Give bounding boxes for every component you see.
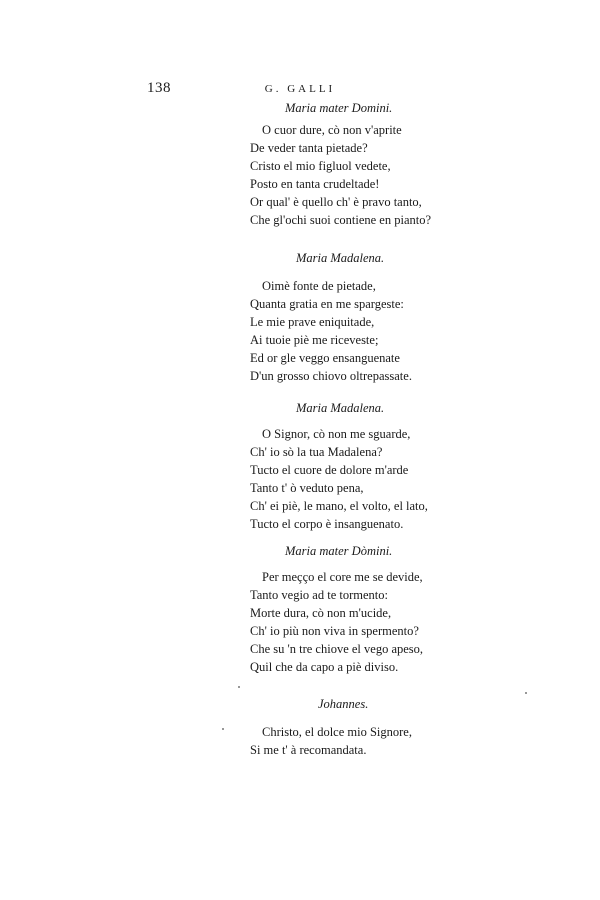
verse-line: O cuor dure, cò non v'aprite <box>262 123 402 137</box>
verse-line: Quanta gratia en me spargeste: <box>250 297 404 311</box>
ink-speck <box>238 686 240 688</box>
verse-line: Ch' ei piè, le mano, el volto, el lato, <box>250 499 428 513</box>
verse-line: Tanto vegio ad te tormento: <box>250 588 388 602</box>
verse-line: Quil che da capo a piè diviso. <box>250 660 399 674</box>
verse-line: Christo, el dolce mio Signore, <box>262 725 412 739</box>
verse-line: Che gl'ochi suoi contiene en pianto? <box>250 213 432 227</box>
ink-speck <box>222 728 224 730</box>
verse-line: Or qual' è quello ch' è pravo tanto, <box>250 195 422 209</box>
verse-line: Ch' io sò la tua Madalena? <box>250 445 383 459</box>
verse-line: De veder tanta pietade? <box>250 141 368 155</box>
verse-line: Tanto t' ò veduto pena, <box>250 481 364 495</box>
verse-line: Posto en tanta crudeltade! <box>250 177 380 191</box>
verse-line: Ch' io più non viva in spermento? <box>250 624 419 638</box>
verse-line: D'un grosso chiovo oltrepassate. <box>250 369 412 383</box>
verse-line: Cristo el mio figluol vedete, <box>250 159 391 173</box>
verse-line: O Signor, cò non me sguarde, <box>262 427 411 441</box>
speaker-heading: Johannes. <box>318 697 369 711</box>
speaker-heading: Maria Madalena. <box>296 251 385 265</box>
verse-line: Che su 'n tre chiove el vego apeso, <box>250 642 424 656</box>
speaker-heading: Maria mater Domini. <box>285 101 393 115</box>
verse-line: Ai tuoie piè me riceveste; <box>250 333 379 347</box>
verse-line: Tucto el corpo è insanguenato. <box>250 517 404 531</box>
verse-line: Ed or gle veggo ensanguenate <box>250 351 400 365</box>
verse-line: Morte dura, cò non m'ucide, <box>250 606 392 620</box>
verse-line: Si me t' à recomandata. <box>250 743 367 757</box>
verse-line: Tucto el cuore de dolore m'arde <box>250 463 409 477</box>
verse-line: Oimè fonte de pietade, <box>262 279 376 293</box>
verse-line: Per meçço el core me se devide, <box>262 570 423 584</box>
speaker-heading: Maria mater Dòmini. <box>285 544 393 558</box>
ink-speck <box>525 692 527 694</box>
running-head: G. GALLI <box>264 83 336 95</box>
verse-line: Le mie prave eniquitade, <box>250 315 375 329</box>
speaker-heading: Maria Madalena. <box>296 401 385 415</box>
page-number: 138 <box>147 80 171 96</box>
